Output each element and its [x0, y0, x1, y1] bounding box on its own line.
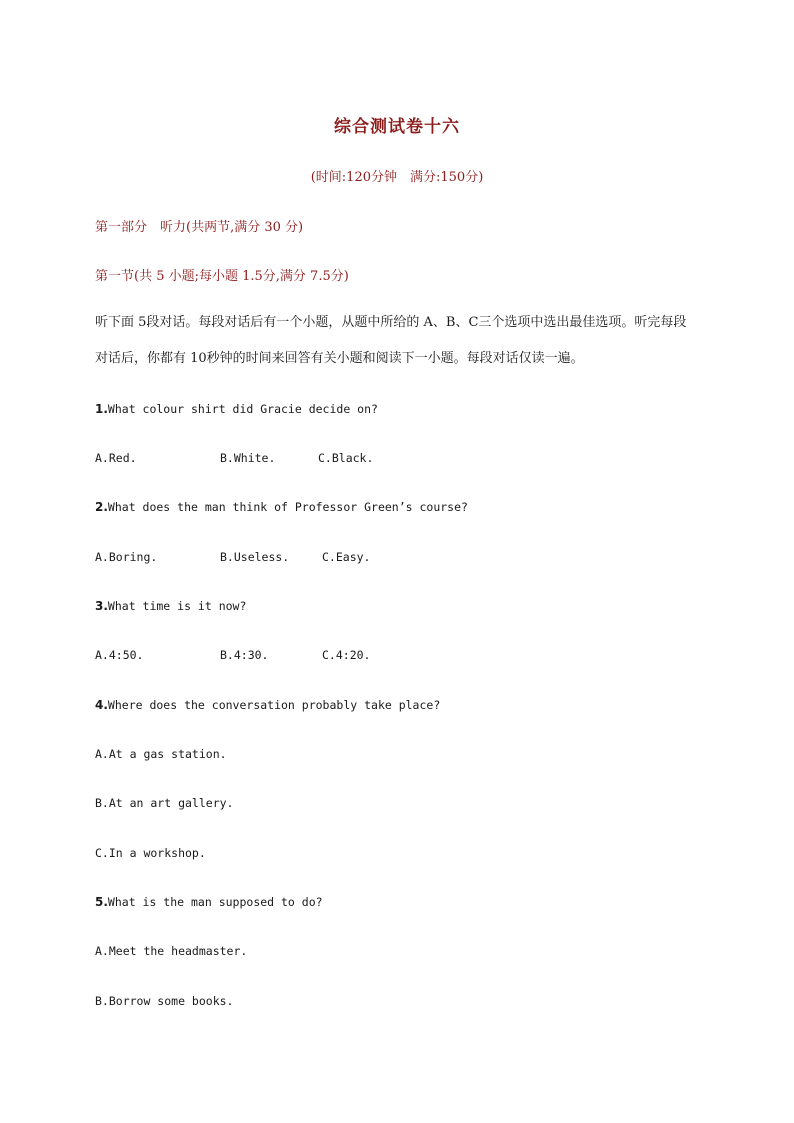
question-3: [95, 599, 246, 613]
option-c: C.4:20.: [322, 648, 371, 662]
question-text: What does the man think of Professor Green’s course?: [107, 500, 468, 514]
question-2: [95, 500, 468, 514]
option-b: B.White.: [220, 451, 276, 465]
instructions: 听下面 5段对话。每段对话后有一个小题，从题中所给的 A、B、C三个选项中选出最佳选项。听完每段对话后，你都有 10秒钟的时间来回答有关小题和阅读下一小题。每段对话仅读一遍。: [95, 315, 687, 366]
option-c: C.Easy.: [322, 550, 371, 564]
question-1: [95, 402, 378, 416]
section-heading: 第一节(共 5 小题;每小题 1.5分,满分 7.5分): [95, 269, 349, 284]
option-b: B.Useless.: [220, 550, 290, 564]
option-a: A.Meet the headmaster.: [95, 944, 248, 958]
option-b: B.Borrow some books.: [95, 994, 234, 1008]
page-title: 综合测试卷十六: [334, 117, 460, 137]
question-text: What is the man supposed to do?: [107, 895, 323, 909]
question-text: What time is it now?: [107, 599, 247, 613]
option-b: B.At an art gallery.: [95, 796, 234, 810]
exam-time-and-score: (时间:120分钟 满分:150分): [310, 170, 484, 185]
question-5: [95, 895, 323, 909]
question-number: 4.: [95, 698, 108, 712]
question-number: 3.: [95, 599, 108, 613]
question-text: Where does the conversation probably take place?: [107, 698, 441, 712]
question-text: What colour shirt did Gracie decide on?: [107, 402, 378, 416]
option-a: A.Red.: [95, 451, 137, 465]
option-b: B.4:30.: [220, 648, 269, 662]
option-a: A.At a gas station.: [95, 747, 227, 761]
question-number: 5.: [95, 895, 108, 909]
option-c: C.In a workshop.: [95, 846, 206, 860]
question-4: [95, 698, 440, 712]
question-number: 2.: [95, 500, 108, 514]
part-heading: 第一部分 听力(共两节,满分 30 分): [95, 220, 304, 235]
option-a: A.Boring.: [95, 550, 158, 564]
question-number: 1.: [95, 402, 108, 416]
option-a: A.4:50.: [95, 648, 144, 662]
option-c: C.Black.: [318, 451, 374, 465]
